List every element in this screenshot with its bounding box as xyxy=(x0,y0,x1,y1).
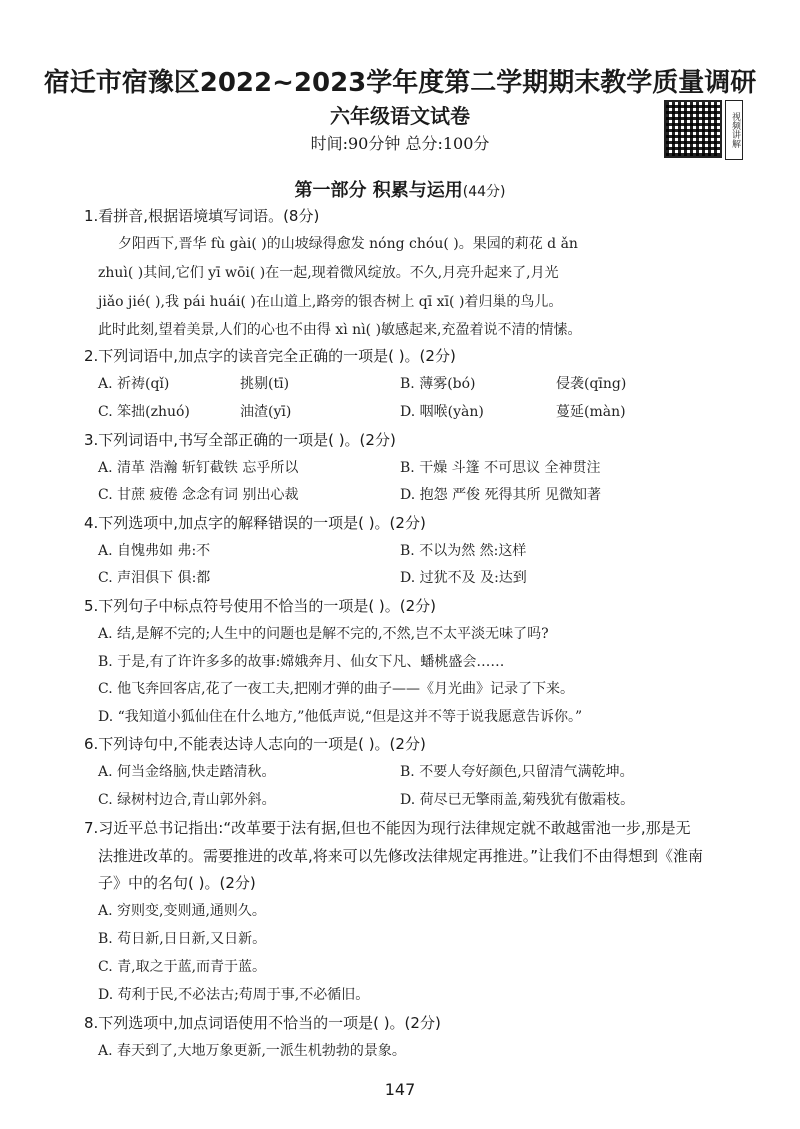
q3-stem: 3.下列词语中,书写全部正确的一项是( )。(2分) xyxy=(84,431,396,449)
q4-option-a: A. 自愧弗如 弗:不 xyxy=(98,543,211,559)
q1-line-1: 夕阳西下,晋华 fù gài( )的山坡绿得愈发 nóng chóu( )。果园的莉花 d ǎn xyxy=(118,236,578,252)
q7-option-a: A. 穷则变,变则通,通则久。 xyxy=(98,903,266,919)
section-title: 第一部分 积累与运用 xyxy=(294,180,463,201)
q2-option-b2: 侵袭(qīng) xyxy=(556,376,627,392)
q3-option-a: A. 清革 浩瀚 斩钉截铁 忘乎所以 xyxy=(98,460,299,476)
q7-option-b: B. 苟日新,日日新,又日新。 xyxy=(98,931,267,947)
q4-option-b: B. 不以为然 然:这样 xyxy=(400,543,527,559)
q7-option-c: C. 青,取之于蓝,而青于蓝。 xyxy=(98,959,267,975)
q4-option-d: D. 过犹不及 及:达到 xyxy=(400,570,527,586)
q2-option-a2: 挑剔(tī) xyxy=(240,376,290,392)
q8-option-a: A. 春天到了,大地万象更新,一派生机勃勃的景象。 xyxy=(98,1043,406,1059)
q5-stem: 5.下列句子中标点符号使用不恰当的一项是( )。(2分) xyxy=(84,597,437,615)
q2-option-d2: 蔓延(màn) xyxy=(556,404,626,420)
q5-option-b: B. 于是,有了许许多多的故事:嫦娥奔月、仙女下凡、蟠桃盛会…… xyxy=(98,654,505,670)
q7-option-d: D. 苟利于民,不必法古;苟周于事,不必循旧。 xyxy=(98,987,370,1003)
q1-line-4: 此时此刻,望着美景,人们的心也不由得 xì nì( )敏感起来,充盈着说不清的情愫。 xyxy=(98,322,582,338)
q6-option-b: B. 不要人夸好颜色,只留清气满乾坤。 xyxy=(400,764,634,780)
q7-stem-line-1: 7.习近平总书记指出:“改革要于法有据,但也不能因为现行法律规定就不敢越雷池一步,那是无 xyxy=(84,819,691,837)
q1-line-3: jiǎo jié( ),我 pái huái( )在山道上,路旁的银杏树上 qī xī( )着归巢的鸟儿。 xyxy=(98,294,563,310)
time-score-line: 时间:90分钟 总分:100分 xyxy=(310,134,490,153)
q3-option-b: B. 干燥 斗篷 不可思议 全神贯注 xyxy=(400,460,601,476)
q3-option-c: C. 甘蔗 疲倦 念念有词 别出心裁 xyxy=(98,487,299,503)
q6-stem: 6.下列诗句中,不能表达诗人志向的一项是( )。(2分) xyxy=(84,735,426,753)
qr-code-icon xyxy=(664,100,722,158)
q4-option-c: C. 声泪俱下 俱:都 xyxy=(98,570,211,586)
q5-option-d: D. “我知道小狐仙住在什么地方,”他低声说,“但是这并不等于说我愿意告诉你。” xyxy=(98,709,583,725)
q1-line-2: zhuì( )其间,它们 yī wōi( )在一起,现着微风绽放。不久,月亮升起来了,月光 xyxy=(98,265,559,281)
q2-option-c1: C. 笨拙(zhuó) xyxy=(98,404,190,420)
q7-stem-line-2: 法推进改革的。需要推进的改革,将来可以先修改法律规定再推进。”让我们不由得想到《淮南 xyxy=(98,847,704,865)
q2-option-a1: A. 祈祷(qǐ) xyxy=(98,376,170,392)
q4-stem: 4.下列选项中,加点字的解释错误的一项是( )。(2分) xyxy=(84,514,426,532)
q6-option-c: C. 绿树村边合,青山郭外斜。 xyxy=(98,792,276,808)
q2-option-d1: D. 咽喉(yàn) xyxy=(400,404,484,420)
q6-option-d: D. 荷尽已无擎雨盖,菊残犹有傲霜枝。 xyxy=(400,792,635,808)
q2-option-b1: B. 薄雾(bó) xyxy=(400,376,476,392)
section-score: (44分) xyxy=(462,184,506,200)
q3-option-d: D. 抱怨 严俊 死得其所 见微知著 xyxy=(400,487,601,503)
q5-option-a: A. 结,是解不完的;人生中的问题也是解不完的,不然,岂不太平淡无味了吗? xyxy=(98,626,549,642)
q8-stem: 8.下列选项中,加点词语使用不恰当的一项是( )。(2分) xyxy=(84,1014,441,1032)
page-number: 147 xyxy=(384,1080,416,1099)
q7-stem-line-3: 子》中的名句( )。(2分) xyxy=(98,874,256,892)
qr-label: 视频讲解 xyxy=(725,100,743,160)
q2-stem: 2.下列词语中,加点字的读音完全正确的一项是( )。(2分) xyxy=(84,347,456,365)
page-title: 宿迁市宿豫区2022~2023学年度第二学期期末教学质量调研 xyxy=(43,68,757,98)
section-heading xyxy=(0,176,800,202)
q2-option-c2: 油渣(yī) xyxy=(240,404,292,420)
page-subtitle: 六年级语文试卷 xyxy=(330,104,470,128)
q6-option-a: A. 何当金络脑,快走踏清秋。 xyxy=(98,764,276,780)
q5-option-c: C. 他飞奔回客店,花了一夜工夫,把刚才弹的曲子——《月光曲》记录了下来。 xyxy=(98,681,575,697)
q1-stem: 1.看拼音,根据语境填写词语。(8分) xyxy=(84,207,320,225)
